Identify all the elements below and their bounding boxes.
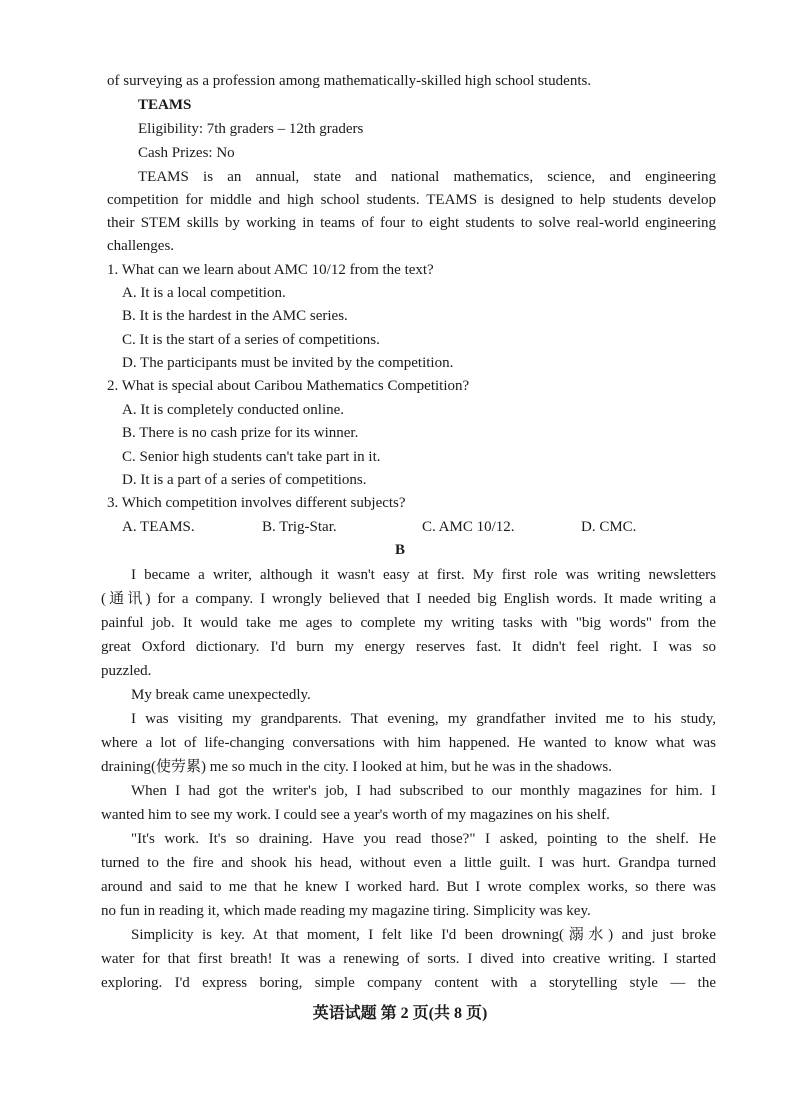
passage-line: water for that first breath! It was a renewing of sorts. I dived into creative writing. I started bbox=[101, 951, 716, 967]
teams-eligibility: Eligibility: 7th graders – 12th graders bbox=[138, 121, 364, 137]
passage-line: "It's work. It's so draining. Have you read those?" I asked, pointing to the shelf. He bbox=[131, 831, 716, 847]
teams-description-line: TEAMS is an annual, state and national mathematics, science, and engineering bbox=[138, 169, 716, 185]
passage-line: (通讯) for a company. I wrongly believed that I needed big English words. It made writing a bbox=[101, 591, 716, 607]
page-footer: 英语试题 第 2 页(共 8 页) bbox=[312, 1005, 488, 1022]
question-2-option-c: C. Senior high students can't take part in it. bbox=[122, 449, 381, 465]
question-1-option-d: D. The participants must be invited by the competition. bbox=[122, 355, 454, 371]
question-1-option-c: C. It is the start of a series of competitions. bbox=[122, 332, 380, 348]
teams-cash-prizes: Cash Prizes: No bbox=[138, 145, 235, 161]
question-3-option-d: D. CMC. bbox=[581, 519, 637, 535]
teams-description-line: challenges. bbox=[107, 238, 175, 254]
question-3-stem: 3. Which competition involves different subjects? bbox=[107, 495, 406, 511]
teams-heading: TEAMS bbox=[138, 97, 192, 113]
passage-line: exploring. I'd express boring, simple company content with a storytelling style — the bbox=[101, 975, 716, 991]
passage-line: Simplicity is key. At that moment, I felt like I'd been drowning(溺水) and just broke bbox=[131, 927, 716, 943]
passage-line: wanted him to see my work. I could see a year's worth of my magazines on his shelf. bbox=[101, 807, 610, 823]
passage-line: I was visiting my grandparents. That evening, my grandfather invited me to his study, bbox=[131, 711, 716, 727]
passage-line: When I had got the writer's job, I had subscribed to our monthly magazines for him. I bbox=[131, 783, 716, 799]
passage-line: great Oxford dictionary. I'd burn my energy reserves fast. It didn't feel right. I was so bbox=[101, 639, 716, 655]
passage-line: turned to the fire and shook his head, without even a little guilt. I was hurt. Grandpa turned bbox=[101, 855, 716, 871]
question-1-option-b: B. It is the hardest in the AMC series. bbox=[122, 308, 348, 324]
question-1-stem: 1. What can we learn about AMC 10/12 from the text? bbox=[107, 262, 434, 278]
passage-line: around and said to me that he knew I worked hard. But I wrote complex works, so there was bbox=[101, 879, 716, 895]
question-3-option-b: B. Trig-Star. bbox=[262, 519, 337, 535]
passage-line: painful job. It would take me ages to complete my writing tasks with "big words" from the bbox=[101, 615, 716, 631]
section-b-heading: B bbox=[394, 542, 405, 558]
passage-line: draining(使劳累) me so much in the city. I looked at him, but he was in the shadows. bbox=[101, 759, 613, 775]
teams-description-line: their STEM skills by working in teams of four to eight students to solve real-world engineering bbox=[107, 215, 716, 231]
question-2-option-d: D. It is a part of a series of competitions. bbox=[122, 472, 367, 488]
passage-line: where a lot of life-changing conversations with him happened. He wanted to know what was bbox=[101, 735, 716, 751]
question-3-option-a: A. TEAMS. bbox=[122, 519, 195, 535]
passage-line: no fun in reading it, which made reading my magazine tiring. Simplicity was key. bbox=[101, 903, 591, 919]
question-2-stem: 2. What is special about Caribou Mathematics Competition? bbox=[107, 378, 470, 394]
question-3-option-c: C. AMC 10/12. bbox=[422, 519, 515, 535]
passage-line: I became a writer, although it wasn't easy at first. My first role was writing newsletters bbox=[131, 567, 716, 583]
question-2-option-b: B. There is no cash prize for its winner. bbox=[122, 425, 359, 441]
question-1-option-a: A. It is a local competition. bbox=[122, 285, 286, 301]
passage-line: puzzled. bbox=[101, 663, 152, 679]
teams-description-line: competition for middle and high school students. TEAMS is designed to help students develop bbox=[107, 192, 716, 208]
question-2-option-a: A. It is completely conducted online. bbox=[122, 402, 345, 418]
intro-tail-line: of surveying as a profession among mathematically-skilled high school students. bbox=[107, 73, 592, 89]
passage-line: My break came unexpectedly. bbox=[131, 687, 311, 703]
